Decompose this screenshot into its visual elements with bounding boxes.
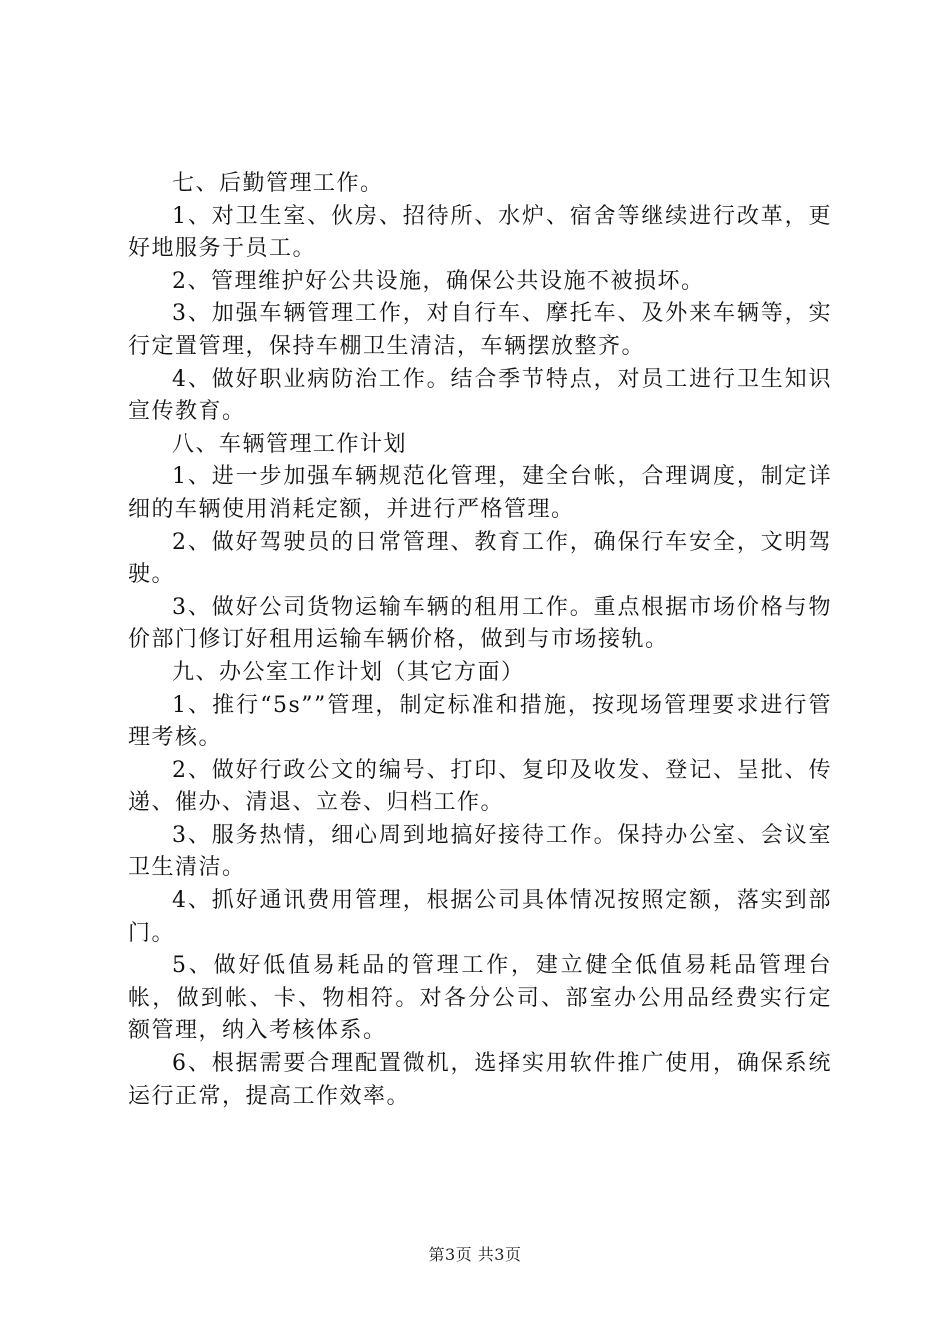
paragraph: 5、做好低值易耗品的管理工作，建立健全低值易耗品管理台帐，做到帐、卡、物相符。对各分公司、部室办公用品经费实行定额管理，纳入考核体系。 [128,953,832,1044]
page-footer [0,1242,950,1265]
section-heading-office: 九、办公室工作计划（其它方面） [172,659,525,685]
paragraph: 3、做好公司货物运输车辆的租用工作。重点根据市场价格与物价部门修订好租用运输车辆价格，做到与市场接轨。 [128,594,832,653]
paragraph: 2、做好行政公文的编号、打印、复印及收发、登记、呈批、传递、催办、清退、立卷、归档工作。 [128,757,832,816]
paragraph: 3、服务热情，细心周到地搞好接待工作。保持办公室、会议室卫生清洁。 [128,822,832,881]
paragraph: 4、抓好通讯费用管理，根据公司具体情况按照定额，落实到部门。 [128,888,832,946]
paragraph: 6、根据需要合理配置微机，选择实用软件推广使用，确保系统运行正常，提高工作效率。 [128,1051,832,1109]
paragraph: 1、进一步加强车辆规范化管理，建全台帐，合理调度，制定详细的车辆使用消耗定额，并进行严格管理。 [128,464,832,522]
document-body [128,168,832,1113]
paragraph: 4、做好职业病防治工作。结合季节特点，对员工进行卫生知识宣传教育。 [128,366,832,425]
section-heading-vehicles: 八、车辆管理工作计划 [172,431,408,457]
paragraph: 1、推行“5s””管理，制定标准和措施，按现场管理要求进行管理考核。 [128,692,832,751]
page-number: 第3页 共3页 [428,1245,522,1264]
section-heading-logistics: 七、后勤管理工作。 [172,171,384,196]
paragraph: 2、管理维护好公共设施，确保公共设施不被损坏。 [172,268,705,294]
paragraph: 3、加强车辆管理工作，对自行车、摩托车、及外来车辆等，实行定置管理，保持车棚卫生清洁，车辆摆放整齐。 [128,301,832,359]
paragraph: 1、对卫生室、伙房、招待所、水炉、宿舍等继续进行改革，更好地服务于员工。 [128,203,832,262]
paragraph: 2、做好驾驶员的日常管理、教育工作，确保行车安全，文明驾驶。 [128,529,832,588]
